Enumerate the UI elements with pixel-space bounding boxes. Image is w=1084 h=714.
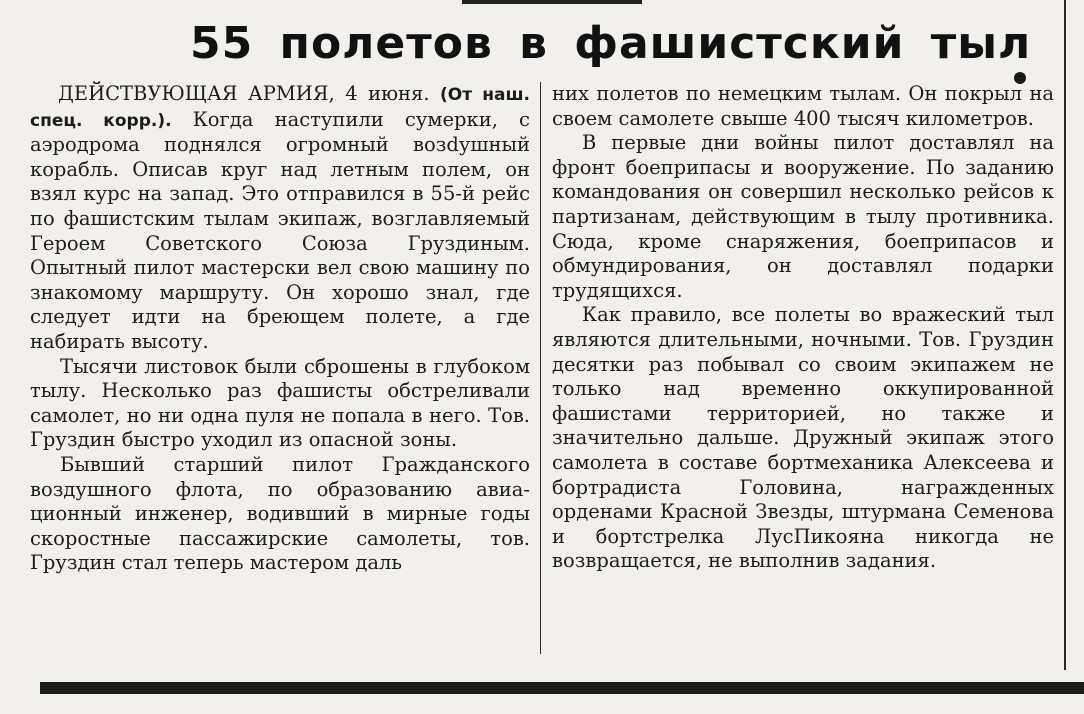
article-paragraph: Бывший старший пилот Гражданского воздушного флота, по образованию авиационный инженер, водивший в мирные годы скоростные пассажирские самолеты, тов. Груздин стал теперь мастером даль <box>30 452 530 575</box>
page-column-divider <box>1064 0 1066 670</box>
article-paragraph: них полетов по немецким тылам. Он покрыл на своем самолете свыше 400 тысяч километров. <box>552 82 1054 130</box>
byline: (От наш. спец. корр.). <box>30 85 530 131</box>
headline: 55 полетов в фашистский тыл <box>190 18 1032 69</box>
dateline: ДЕЙСТВУЮЩАЯ АРМИЯ, 4 июня. <box>58 82 440 105</box>
article-paragraph: Как правило, все полеты во вражеский тыл являются длительными, ночными. Тов. Груздин десятки раз побывал со своим экипажем не только над временно оккупированной фашистами территорией, но также и значительно дальше. Дружный экипаж этого самолета в составе бортмеханика Алексеева и бортрадиста Головина, награжденных орденами Красной Звезды, штурмана Семенова и бортстрелка ЛусПикояна никогда не возвращается, не выполнив задания. <box>552 303 1054 573</box>
article-paragraph: Тысячи листовок были сброшены в глубоком тылу. Несколько раз фашисты обстреливали самолет, но ни одна пуля не попала в него. Тов. Груздин быстро уходил из опасной зоны. <box>30 354 530 452</box>
paragraph-text: Когда наступили сумерки, с аэродрома поднялся огромный возdушный корабль. Описав круг над летным полем, он взял курс на запад. Это отправился в 55-й рейс по фашистским тылам экипаж, возглавляемый Героем Советского Союза Груздиным. Опытный пилот мастерски вел свою машину по знакомому маршруту. Он хорошо знал, где следует идти на бреющем полете, а где набирать высоту. <box>30 107 530 353</box>
column-divider <box>540 82 541 654</box>
article-paragraph <box>30 82 530 355</box>
article-column-right <box>552 82 1054 574</box>
top-rule <box>462 0 642 4</box>
article-paragraph: В первые дни войны пилот доставлял на фронт боеприпасы и вооружение. По заданию командования он совершил несколько рейсов к партизанам, действующим в тылу противника. Сюда, кроме снаряжения, боеприпасов и обмундирования, он доставлял подарки трудящихся. <box>552 131 1054 302</box>
bottom-rule <box>40 682 1084 694</box>
article-column-left <box>30 82 530 576</box>
